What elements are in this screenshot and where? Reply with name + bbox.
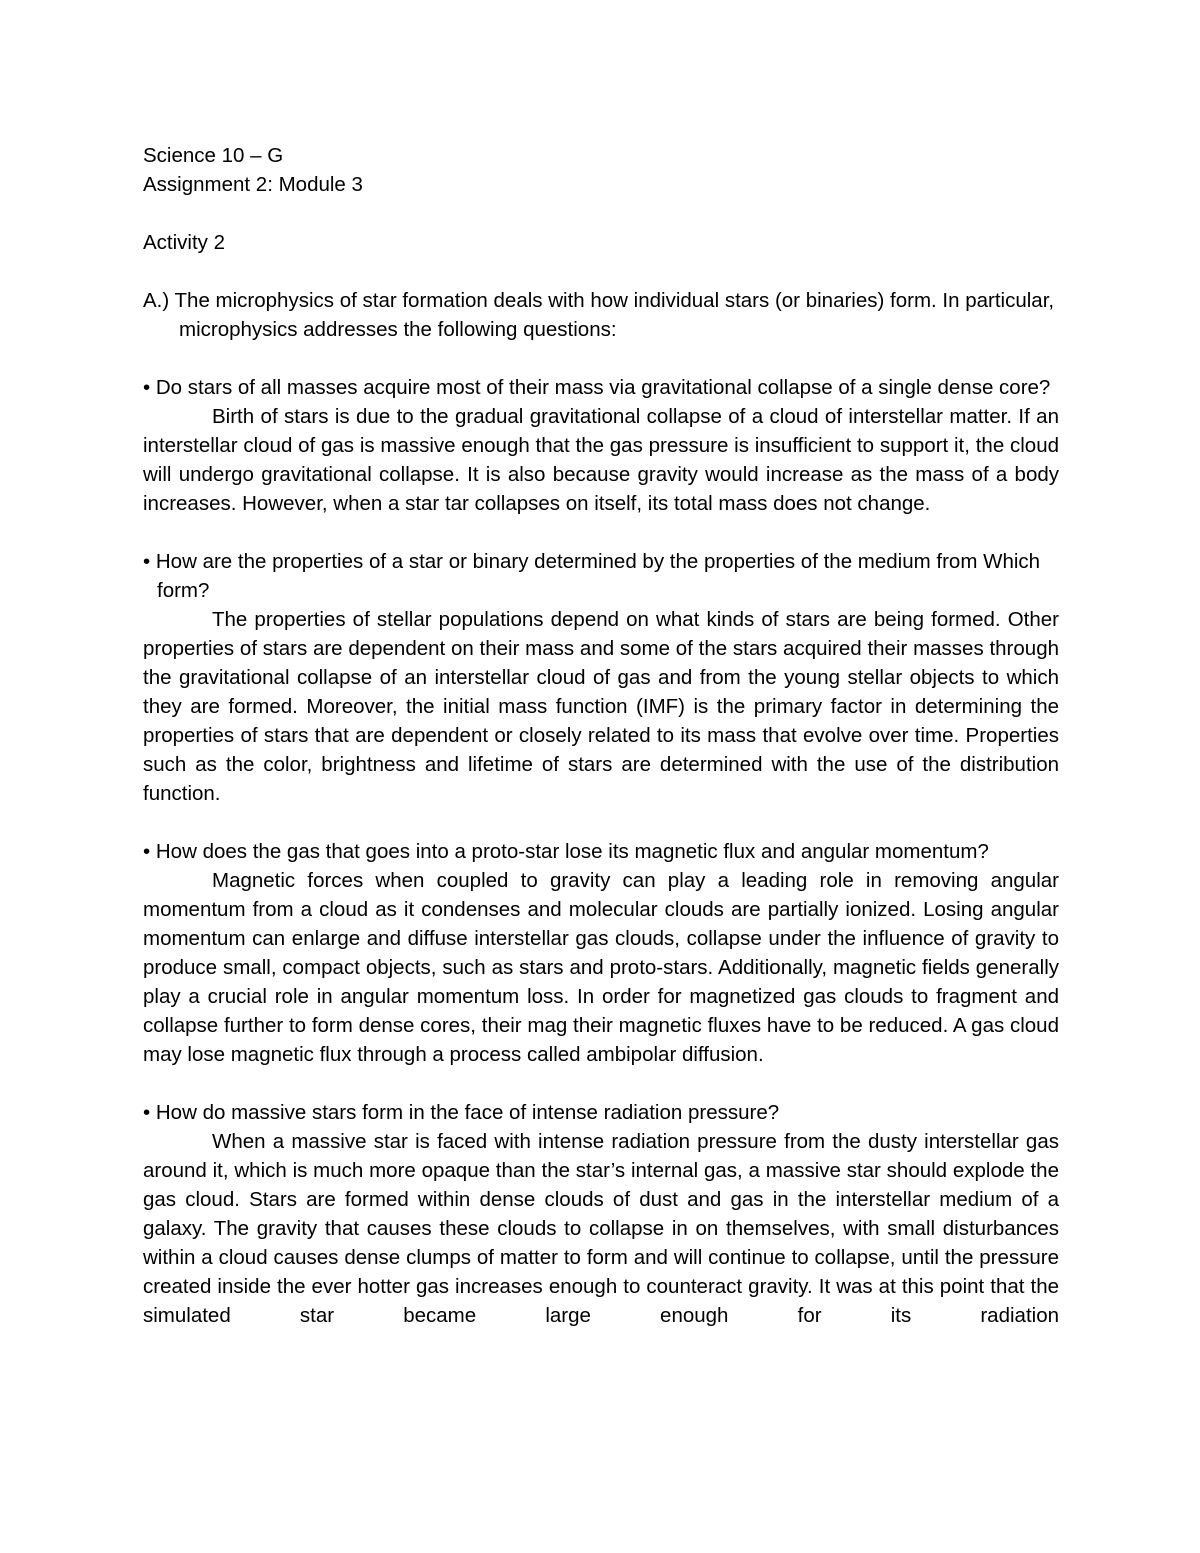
spacer <box>143 344 1059 373</box>
spacer <box>143 199 1059 228</box>
answer-1: Birth of stars is due to the gradual gravitational collapse of a cloud of interstellar matter. If an interstellar cloud of gas is massive enough that the gas pressure is insufficient to support it, the cloud will undergo gravitational collapse. It is also because gravity would increase as the mass of a body increases. However, when a star tar collapses on itself, its total mass does not change. <box>143 405 1059 515</box>
spacer <box>143 1069 1059 1098</box>
intro-paragraph: A.) The microphysics of star formation deals with how individual stars (or binaries) form. In particular, microphysics addresses the following questions: <box>143 289 1055 341</box>
answer-4: When a massive star is faced with intense radiation pressure from the dusty interstellar gas around it, which is much more opaque than the star’s internal gas, a massive star should explode the gas cloud. Stars are formed within dense clouds of dust and gas in the interstellar medium of a galaxy. The gravity that causes these clouds to collapse in on themselves, with small disturbances within a cloud causes dense clumps of matter to form and will continue to collapse, until the pressure created inside the ever hotter gas increases enough to counteract gravity. It was at this point that the simulated star became large enough for its radiation <box>143 1130 1059 1327</box>
assignment-title: Assignment 2: Module 3 <box>143 173 363 196</box>
course-title: Science 10 – G <box>143 144 284 167</box>
activity-title: Activity 2 <box>143 231 226 254</box>
question-3: • How does the gas that goes into a proto-star lose its magnetic flux and angular momentum? <box>143 840 989 863</box>
spacer <box>143 808 1059 837</box>
spacer <box>143 518 1059 547</box>
document-body <box>143 141 1059 1330</box>
spacer <box>143 257 1059 286</box>
question-1: • Do stars of all masses acquire most of their mass via gravitational collapse of a single dense core? <box>143 376 1051 399</box>
answer-3: Magnetic forces when coupled to gravity can play a leading role in removing angular momentum from a cloud as it condenses and molecular clouds are partially ionized. Losing angular momentum can enlarge and diffuse interstellar gas clouds, collapse under the influence of gravity to produce small, compact objects, such as stars and proto-stars. Additionally, magnetic fields generally play a crucial role in angular momentum loss. In order for magnetized gas clouds to fragment and collapse further to form dense cores, their mag their magnetic fluxes have to be reduced. A gas cloud may lose magnetic flux through a process called ambipolar diffusion. <box>143 869 1059 1066</box>
question-2: • How are the properties of a star or binary determined by the properties of the medium from Which form? <box>143 550 1041 602</box>
answer-2: The properties of stellar populations depend on what kinds of stars are being formed. Other properties of stars are dependent on their mass and some of the stars acquired their masses through the gravitational collapse of an interstellar cloud of gas and from the young stellar objects to which they are formed. Moreover, the initial mass function (IMF) is the primary factor in determining the properties of stars that are dependent or closely related to its mass that evolve over time. Properties such as the color, brightness and lifetime of stars are determined with the use of the distribution function. <box>143 608 1059 805</box>
question-4: • How do massive stars form in the face of intense radiation pressure? <box>143 1101 780 1124</box>
